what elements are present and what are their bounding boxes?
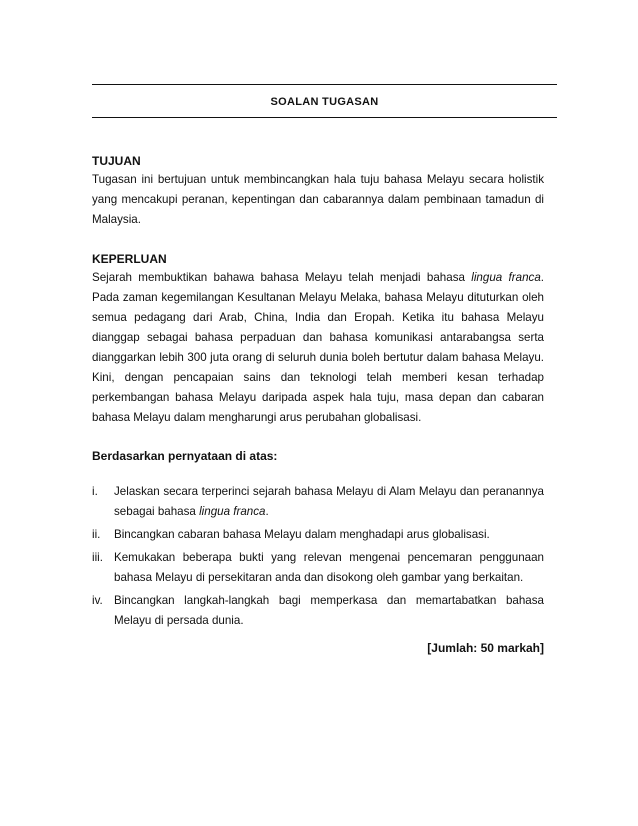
question-item [92, 525, 544, 545]
question-text-italic: lingua franca [199, 505, 266, 518]
title-rule-top [92, 84, 557, 85]
question-item [92, 482, 544, 522]
question-item [92, 548, 544, 588]
keperluan-text-after: . Pada zaman kegemilangan Kesultanan Melayu Melaka, bahasa Melayu dituturkan oleh semua pedagang dari Arab, China, India dan Eropah. Ketika itu bahasa Melayu dianggap sebagai bahasa perpaduan dan bahasa komunikasi antarabangsa serta dianggarkan lebih 300 juta orang di seluruh dunia boleh bertutur dalam bahasa Melayu. Kini, dengan pencapaian sains dan teknologi telah memberi kesan terhadap perkembangan bahasa Melayu daripada aspek hala tuju, masa depan dan cabaran bahasa Melayu dalam mengharungi arus perubahan globalisasi. [92, 271, 545, 424]
question-number: i. [92, 485, 98, 498]
tujuan-paragraph: Tugasan ini bertujuan untuk membincangkan hala tuju bahasa Melayu secara holistik yang mencakupi peranan, kepentingan dan cabarannya dalam pembinaan tamadun di Malaysia. [92, 173, 544, 226]
page-title: SOALAN TUGASAN [270, 96, 379, 108]
question-number: iv. [92, 594, 103, 607]
keperluan-text-before: Sejarah membuktikan bahawa bahasa Melayu telah menjadi bahasa [92, 271, 472, 284]
question-text-before: Jelaskan secara terperinci sejarah bahasa Melayu di Alam Melayu dan peranannya sebagai bahasa [114, 485, 544, 518]
tujuan-heading: TUJUAN [92, 154, 141, 168]
question-text-before: Kemukakan beberapa bukti yang relevan mengenai pencemaran penggunaan bahasa Melayu di persekitaran anda dan disokong oleh gambar yang berkaitan. [114, 551, 544, 584]
keperluan-text-italic: lingua franca [471, 271, 541, 284]
question-text-before: Bincangkan langkah-langkah bagi memperkasa dan memartabatkan bahasa Melayu di persada dunia. [114, 594, 544, 627]
total-marks: [Jumlah: 50 markah] [427, 641, 544, 655]
question-list [92, 482, 544, 634]
question-text-before: Bincangkan cabaran bahasa Melayu dalam menghadapi arus globalisasi. [114, 528, 490, 541]
keperluan-heading: KEPERLUAN [92, 252, 167, 266]
section-keperluan [92, 250, 544, 428]
question-item [92, 591, 544, 631]
keperluan-paragraph [92, 268, 544, 428]
section-instruction [92, 449, 544, 463]
question-text-after: . [265, 505, 269, 518]
instruction-text: Berdasarkan pernyataan di atas: [92, 449, 278, 463]
question-number: ii. [92, 528, 101, 541]
question-number: iii. [92, 551, 103, 564]
section-tujuan [92, 152, 544, 230]
title-rule-bottom [92, 117, 557, 118]
